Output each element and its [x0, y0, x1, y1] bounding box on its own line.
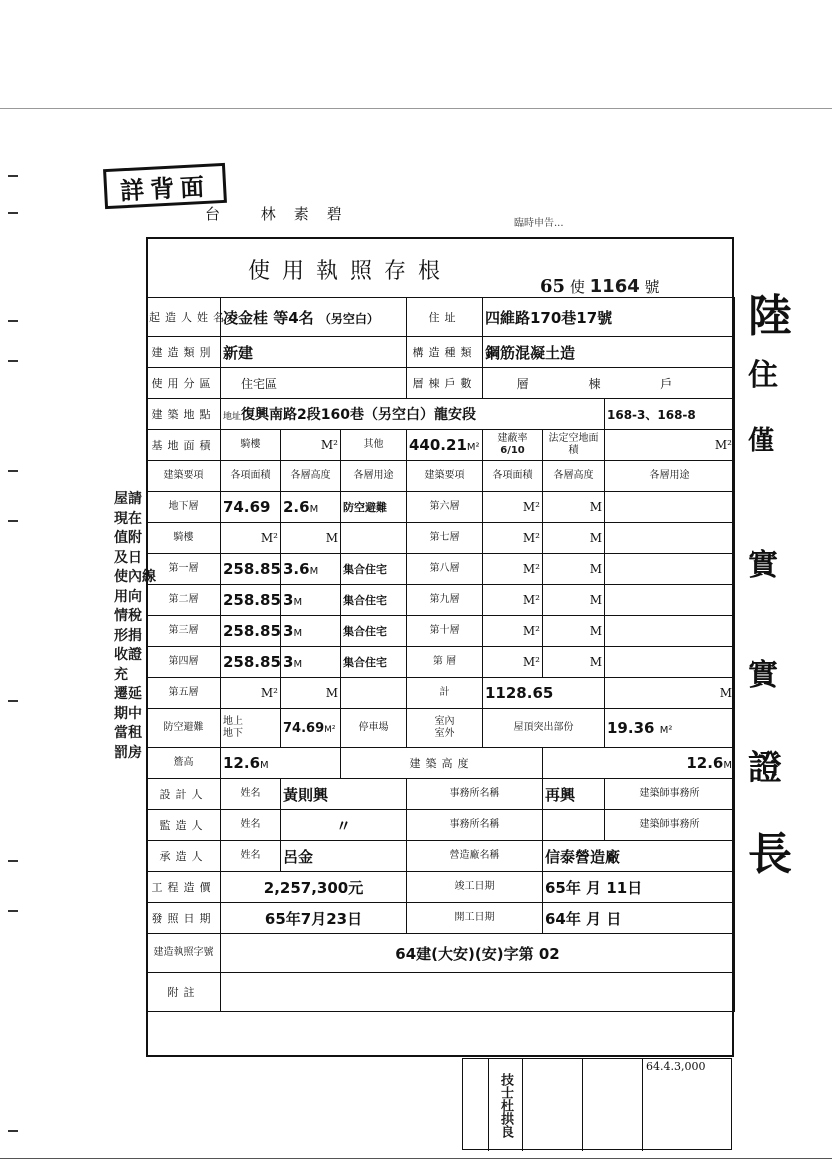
unit-m: M [281, 523, 341, 554]
floor2-height: 3M [281, 585, 341, 616]
right-cropped-char: 陸 [748, 291, 792, 342]
unit-m2: M² [483, 554, 543, 585]
header-items: 建築要項 [407, 461, 483, 492]
row-arcade [147, 523, 735, 554]
building-height-value: 12.6M [543, 748, 735, 779]
right-cropped-char: 住 [748, 358, 778, 393]
shelter-below-value: 74.69M² [281, 709, 341, 748]
approval-stamp-cell [489, 1059, 523, 1151]
unit-m2: M² [605, 430, 735, 461]
floor6-label: 第六層 [407, 492, 483, 523]
applicant-name: 凌金桂 等4名 （另空白） [221, 298, 407, 337]
row-basement [147, 492, 735, 523]
floor1-area: 258.85 [221, 554, 281, 585]
row-floor3 [147, 616, 735, 647]
supervisor-name: 〃 [281, 810, 407, 841]
permit-value: 64建(大安)(安)字第 02 [221, 934, 735, 973]
parking-label: 停車場 [341, 709, 407, 748]
header-owner-name: 林素碧 [260, 205, 360, 223]
unit-m: M [605, 678, 735, 709]
address-value: 四維路170巷17號 [483, 298, 735, 337]
row-note [147, 973, 735, 1012]
left-margin-notes [114, 490, 170, 763]
contractor-factory: 信泰營造廠 [543, 841, 735, 872]
row-heights [147, 748, 735, 779]
floor8-label: 第八層 [407, 554, 483, 585]
unit-m2: M² [483, 647, 543, 678]
row-designer [147, 779, 735, 810]
empty-cell [605, 492, 735, 523]
site-value: 地址復興南路2段160巷（另空白）龍安段 [221, 399, 605, 430]
top-rule [0, 108, 832, 109]
basement-use: 防空避難 [341, 492, 407, 523]
shelter-above-below: 地上 地下 [221, 709, 281, 748]
floor2-label: 第二層 [147, 585, 221, 616]
row-cost [147, 872, 735, 903]
approval-cell [463, 1059, 489, 1151]
row-base-area [147, 430, 735, 461]
row-supervisor [147, 810, 735, 841]
office-label: 事務所名稱 [407, 779, 543, 810]
floor3-label: 第三層 [147, 616, 221, 647]
issue-value: 65年7月23日 [221, 903, 407, 934]
row-site [147, 399, 735, 430]
header-area: 各項面積 [483, 461, 543, 492]
legal-open-label: 法定空地面積 [543, 430, 605, 461]
unit-m2: M² [281, 430, 341, 461]
printer-mark: 64.4.3,000 [646, 1060, 706, 1073]
designer-label: 設計人 [147, 779, 221, 810]
unit-m2: M² [221, 523, 281, 554]
floor10-label: 第十層 [407, 616, 483, 647]
floor1-label: 第一層 [147, 554, 221, 585]
parking-indoor-outdoor: 室內 室外 [407, 709, 483, 748]
margin-mark [8, 860, 18, 862]
header-height: 各層高度 [281, 461, 341, 492]
empty-cell [543, 810, 605, 841]
form-title: 使用執照存根 [248, 259, 453, 284]
contractor-label: 承造人 [147, 841, 221, 872]
license-table [146, 297, 735, 1012]
margin-mark [8, 212, 18, 214]
left-note: 使內線 [114, 569, 156, 585]
unit-m2: M² [483, 523, 543, 554]
total-value: 1128.65 [483, 678, 605, 709]
left-note: 罰房 [114, 744, 142, 761]
shelter-label: 防空避難 [147, 709, 221, 748]
empty-cell [605, 616, 735, 647]
left-note: 用向 [114, 588, 142, 605]
cost-label: 工程造價 [147, 872, 221, 903]
applicant-label: 起造人姓名 [147, 298, 221, 337]
row-floor2 [147, 585, 735, 616]
coverage-cell: 建蔽率 6/10 [483, 430, 543, 461]
factory-label: 營造廠名稱 [407, 841, 543, 872]
header-height: 各層高度 [543, 461, 605, 492]
finish-value: 65年 月 11日 [543, 872, 735, 903]
unit-m2: M² [483, 616, 543, 647]
lot-number: 168-3、168-8 [605, 399, 735, 430]
left-note: 現在 [114, 510, 142, 527]
header-prefix: 台 [205, 205, 239, 223]
floor4-area: 258.85 [221, 647, 281, 678]
unit-m2: M² [483, 492, 543, 523]
row-column-headers [147, 461, 735, 492]
empty-cell [341, 523, 407, 554]
finish-label: 竣工日期 [407, 872, 543, 903]
approval-cell [523, 1059, 583, 1151]
arcade-row-label: 騎樓 [147, 523, 221, 554]
form-number-prefix: 65 [540, 276, 566, 297]
row-floor4 [147, 647, 735, 678]
margin-mark [8, 360, 18, 362]
header-items: 建築要項 [147, 461, 221, 492]
basement-height: 2.6M [281, 492, 341, 523]
office-suffix: 建築師事務所 [605, 779, 735, 810]
note-value [221, 973, 735, 1012]
row-floor5 [147, 678, 735, 709]
name-label: 姓名 [221, 779, 281, 810]
row-contractor [147, 841, 735, 872]
floor5-label: 第五層 [147, 678, 221, 709]
unit-m: M [281, 678, 341, 709]
right-cropped-char: 實 [748, 658, 778, 693]
left-note: 收證 [114, 647, 142, 663]
form-number-suffix: 號 [644, 278, 660, 296]
header-area: 各項面積 [221, 461, 281, 492]
unit-m: M [543, 554, 605, 585]
left-note: 值附 [114, 530, 142, 546]
zone-value: 住宅區 [221, 368, 407, 399]
margin-mark [8, 700, 18, 702]
floor-other-label: 第 層 [407, 647, 483, 678]
roof-value: 19.36 M² [605, 709, 735, 748]
row-permit [147, 934, 735, 973]
bottom-rule [0, 1158, 832, 1159]
right-cropped-char: 證 [748, 748, 782, 788]
empty-cell [605, 585, 735, 616]
name-label: 姓名 [221, 810, 281, 841]
detail-back-stamp: 詳背面 [103, 163, 227, 209]
margin-mark [8, 520, 18, 522]
floor2-use: 集合住宅 [341, 585, 407, 616]
left-note: 期中 [114, 705, 142, 722]
approval-cell [583, 1059, 643, 1151]
right-cropped-char: 長 [748, 829, 792, 880]
floors-label: 層棟戶數 [407, 368, 483, 399]
row-floor1 [147, 554, 735, 585]
empty-cell [605, 647, 735, 678]
basement-label: 地下層 [147, 492, 221, 523]
unit-m: M [543, 647, 605, 678]
row-applicant [147, 298, 735, 337]
eave-label: 簷高 [147, 748, 221, 779]
left-note: 當租 [114, 725, 142, 741]
row-issue [147, 903, 735, 934]
left-note: 充 [114, 666, 128, 683]
site-label: 建築地點 [147, 399, 221, 430]
approval-stamp: 技士杜拱良 [498, 1072, 513, 1138]
zone-label: 使用分區 [147, 368, 221, 399]
unit-m2: M² [483, 585, 543, 616]
cost-value: 2,257,300元 [221, 872, 407, 903]
unit-m2: M² [221, 678, 281, 709]
unit-m: M [543, 616, 605, 647]
note-label: 附註 [147, 973, 221, 1012]
category-value: 新建 [221, 337, 407, 368]
floor1-use: 集合住宅 [341, 554, 407, 585]
floor4-height: 3M [281, 647, 341, 678]
margin-mark [8, 320, 18, 322]
header-right-note: 臨時申告... [514, 218, 564, 229]
floor1-height: 3.6M [281, 554, 341, 585]
base-area-label: 基地面積 [147, 430, 221, 461]
total-label: 計 [407, 678, 483, 709]
unit-m: M [543, 492, 605, 523]
permit-label: 建造執照字號 [147, 934, 221, 973]
floor3-area: 258.85 [221, 616, 281, 647]
issue-label: 發照日期 [147, 903, 221, 934]
start-label: 開工日期 [407, 903, 543, 934]
margin-mark [8, 1130, 18, 1132]
margin-mark [8, 470, 18, 472]
other-value: 440.21M² [407, 430, 483, 461]
floor4-label: 第四層 [147, 647, 221, 678]
owner-header [205, 203, 360, 224]
floor3-height: 3M [281, 616, 341, 647]
structure-label: 構造種類 [407, 337, 483, 368]
floor7-label: 第七層 [407, 523, 483, 554]
form-number [540, 276, 660, 297]
address-label: 住址 [407, 298, 483, 337]
supervisor-label: 監造人 [147, 810, 221, 841]
left-note: 情稅 [114, 608, 142, 624]
left-note: 屋請 [114, 491, 142, 507]
floor4-use: 集合住宅 [341, 647, 407, 678]
start-value: 64年 月 日 [543, 903, 735, 934]
margin-mark [8, 175, 18, 177]
form-number-label: 使 [569, 278, 585, 296]
structure-value: 鋼筋混凝土造 [483, 337, 735, 368]
unit-m: M [543, 523, 605, 554]
row-zone [147, 368, 735, 399]
left-note: 形捐 [114, 627, 142, 644]
designer-name: 黃則興 [281, 779, 407, 810]
margin-mark [8, 910, 18, 912]
basement-area: 74.69 [221, 492, 281, 523]
eave-value: 12.6M [221, 748, 341, 779]
right-cropped-char: 僅 [748, 426, 775, 456]
floor3-use: 集合住宅 [341, 616, 407, 647]
other-label: 其他 [341, 430, 407, 461]
row-category [147, 337, 735, 368]
form-number-value: 1164 [589, 276, 640, 297]
roof-label: 屋頂突出部份 [483, 709, 605, 748]
office-suffix: 建築師事務所 [605, 810, 735, 841]
floors-value: 層 棟 戶 [483, 368, 735, 399]
empty-cell [605, 523, 735, 554]
contractor-name: 呂金 [281, 841, 407, 872]
empty-cell [605, 554, 735, 585]
empty-cell [341, 678, 407, 709]
office-label: 事務所名稱 [407, 810, 543, 841]
right-cropped-char: 實 [748, 548, 778, 583]
header-use: 各層用途 [341, 461, 407, 492]
arcade-label: 騎樓 [221, 430, 281, 461]
designer-office: 再興 [543, 779, 605, 810]
floor9-label: 第九層 [407, 585, 483, 616]
category-label: 建造類別 [147, 337, 221, 368]
left-note: 遷延 [114, 686, 142, 702]
name-label: 姓名 [221, 841, 281, 872]
building-height-label: 建築高度 [341, 748, 543, 779]
row-shelter [147, 709, 735, 748]
unit-m: M [543, 585, 605, 616]
header-use: 各層用途 [605, 461, 735, 492]
floor2-area: 258.85 [221, 585, 281, 616]
left-note: 及日 [114, 549, 142, 566]
